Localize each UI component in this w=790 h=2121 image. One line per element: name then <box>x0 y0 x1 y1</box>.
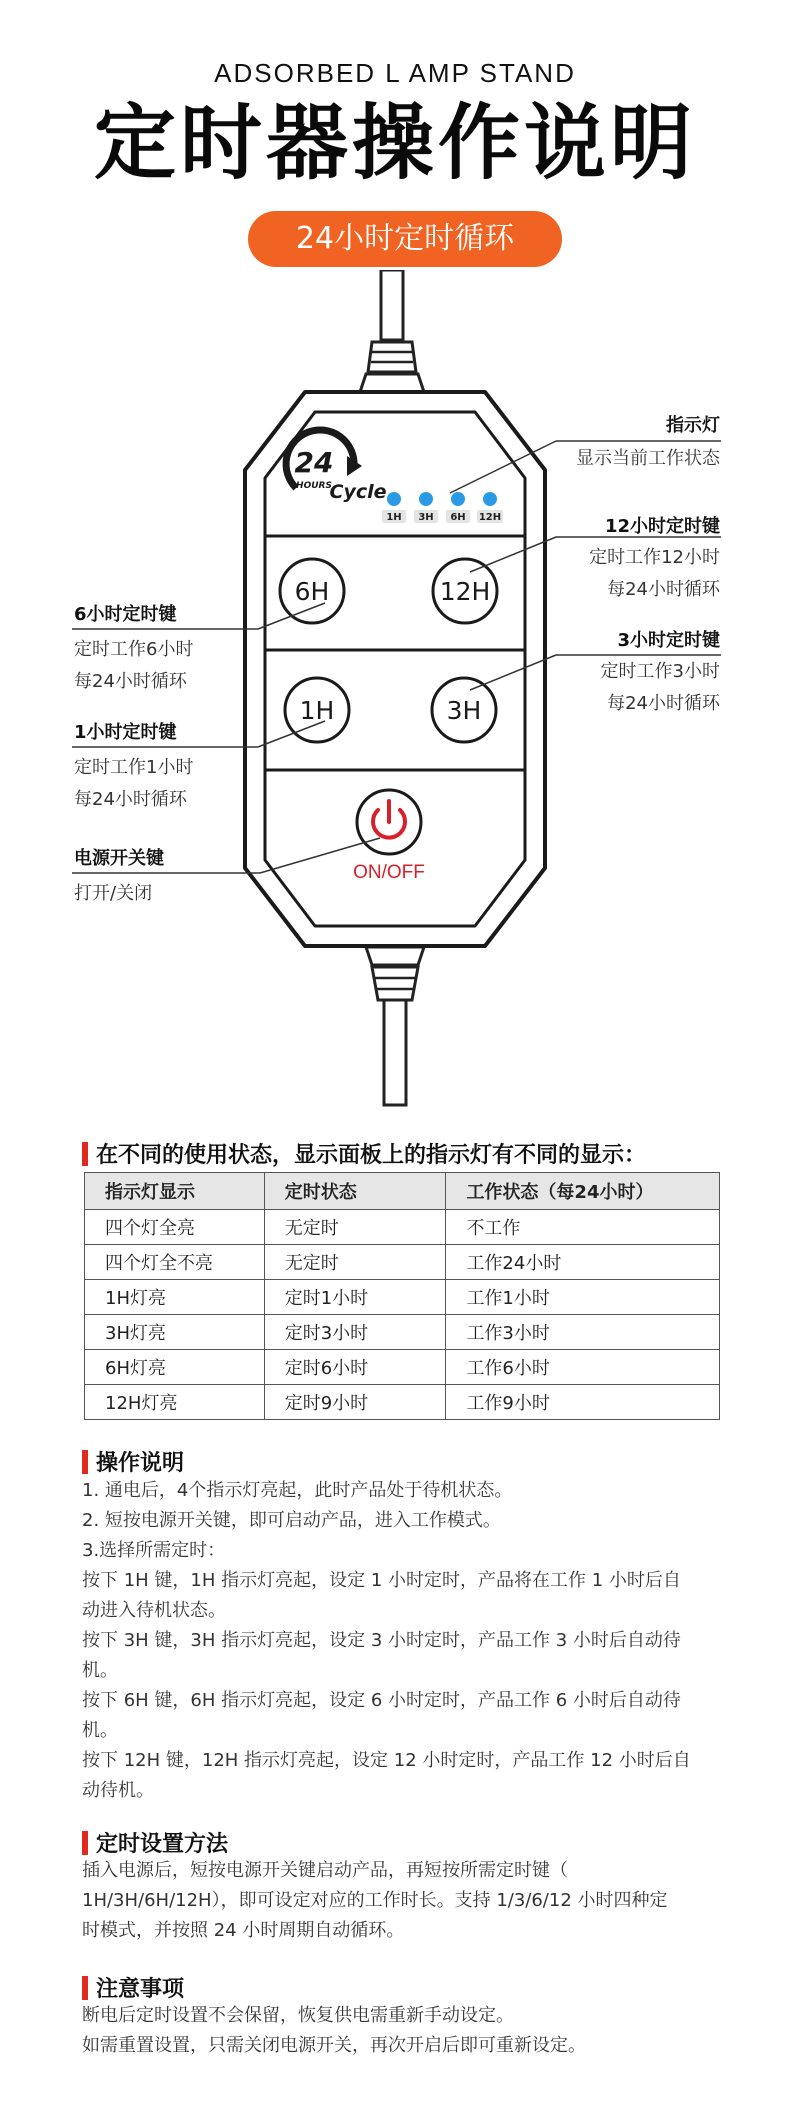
notes-line: 断电后定时设置不会保留，恢复供电需重新手动设定。 <box>82 2005 514 2026</box>
operation-line: 3.选择所需定时： <box>82 1540 226 1561</box>
svg-text:12H: 12H <box>439 577 491 606</box>
button-12h[interactable] <box>433 559 497 623</box>
indicator-status-table <box>84 1172 720 1420</box>
annotation-line: 每24小时循环 <box>74 789 187 810</box>
annotation-3h-key <box>601 626 720 720</box>
annotation-title: 12小时定时键 <box>604 516 720 537</box>
table-cell: 定时3小时 <box>264 1315 446 1350</box>
operation-line: 按下 1H 键，1H 指示灯亮起，设定 1 小时定时，产品将在工作 1 小时后自 <box>82 1570 681 1591</box>
annotation-line: 打开/关闭 <box>74 883 153 904</box>
operation-line: 机。 <box>82 1720 118 1741</box>
cycle-badge: 24小时定时循环 <box>248 211 562 267</box>
indicator-label-3h: 3H <box>418 512 434 523</box>
table-cell: 四个灯全亮 <box>85 1210 265 1245</box>
annotation-indicator <box>576 411 720 475</box>
power-button[interactable] <box>353 790 425 883</box>
table-cell: 四个灯全不亮 <box>85 1245 265 1280</box>
annotation-power-key <box>74 844 164 910</box>
table-cell: 3H灯亮 <box>85 1315 265 1350</box>
operation-line: 1. 通电后，4个指示灯亮起，此时产品处于待机状态。 <box>82 1480 513 1501</box>
page-title: 定时器操作说明 <box>93 96 696 191</box>
timer-setup-heading: 定时设置方法 <box>82 1827 228 1858</box>
annotation-title: 指示灯 <box>666 415 720 436</box>
operation-heading: 操作说明 <box>82 1446 184 1477</box>
operation-text <box>82 1476 732 1806</box>
annotation-line: 定时工作6小时 <box>74 639 194 660</box>
product-subtitle: ADSORBED L AMP STAND <box>214 58 576 88</box>
timer-setup-line: 1H/3H/6H/12H），即可设定对应的工作时长。支持 1/3/6/12 小时四种定 <box>82 1890 668 1911</box>
button-3h[interactable] <box>432 678 496 742</box>
table-cell: 无定时 <box>264 1245 446 1280</box>
annotation-line: 每24小时循环 <box>607 579 720 600</box>
operation-line: 动待机。 <box>82 1780 154 1801</box>
annotation-line: 显示当前工作状态 <box>576 448 720 469</box>
annotation-title: 3小时定时键 <box>617 630 720 651</box>
notes-heading: 注意事项 <box>82 1972 184 2003</box>
table-cell: 工作3小时 <box>446 1315 720 1350</box>
table-row <box>85 1315 720 1350</box>
bottom-cable <box>366 947 424 1105</box>
top-cable <box>360 270 424 392</box>
table-cell: 1H灯亮 <box>85 1280 265 1315</box>
button-6h[interactable] <box>280 559 344 623</box>
annotation-1h-key <box>74 718 193 816</box>
operation-line: 按下 3H 键，3H 指示灯亮起，设定 3 小时定时，产品工作 3 小时后自动待 <box>82 1630 681 1651</box>
table-cell: 无定时 <box>264 1210 446 1245</box>
svg-text:HOURS: HOURS <box>296 481 332 491</box>
operation-line: 动进入待机状态。 <box>82 1600 226 1621</box>
table-row <box>85 1280 720 1315</box>
operation-line: 机。 <box>82 1660 118 1681</box>
indicator-label-12h: 12H <box>478 512 502 523</box>
table-header-cell: 指示灯显示 <box>85 1173 265 1210</box>
table-cell: 工作24小时 <box>446 1245 720 1280</box>
table-cell: 工作1小时 <box>446 1280 720 1315</box>
status-table-heading: 在不同的使用状态，显示面板上的指示灯有不同的显示： <box>82 1138 646 1169</box>
svg-text:ON/OFF: ON/OFF <box>353 862 425 883</box>
notes-text <box>82 2001 732 2061</box>
annotation-line: 定时工作1小时 <box>74 757 194 778</box>
table-cell: 12H灯亮 <box>85 1385 265 1420</box>
annotation-title: 6小时定时键 <box>74 604 177 625</box>
annotation-6h-key <box>74 600 193 698</box>
table-cell: 6H灯亮 <box>85 1350 265 1385</box>
timer-setup-text <box>82 1856 732 1946</box>
table-row <box>85 1385 720 1420</box>
svg-text:3H: 3H <box>446 696 482 725</box>
notes-line: 如需重置设置，只需关闭电源开关，再次开启后即可重新设定。 <box>82 2035 586 2056</box>
table-row <box>85 1210 720 1245</box>
svg-text:1H: 1H <box>299 696 335 725</box>
indicator-label-6h: 6H <box>450 512 466 523</box>
annotation-line: 定时工作12小时 <box>589 547 720 568</box>
table-row <box>85 1245 720 1280</box>
svg-text:24: 24 <box>294 446 334 479</box>
table-row <box>85 1350 720 1385</box>
timer-setup-line: 插入电源后，短按电源开关键启动产品，再短按所需定时键（ <box>82 1860 568 1881</box>
indicator-label-1h: 1H <box>386 512 402 523</box>
table-cell: 不工作 <box>446 1210 720 1245</box>
table-cell: 定时9小时 <box>264 1385 446 1420</box>
annotation-line: 每24小时循环 <box>74 671 187 692</box>
svg-text:6H: 6H <box>294 577 330 606</box>
table-cell: 定时6小时 <box>264 1350 446 1385</box>
annotation-line: 每24小时循环 <box>607 693 720 714</box>
operation-line: 按下 12H 键，12H 指示灯亮起，设定 12 小时定时，产品工作 12 小时后自 <box>82 1750 691 1771</box>
annotation-line: 定时工作3小时 <box>600 661 720 682</box>
table-cell: 工作9小时 <box>446 1385 720 1420</box>
table-header-cell: 定时状态 <box>264 1173 446 1210</box>
timer-setup-line: 时模式，并按照 24 小时周期自动循环。 <box>82 1920 405 1941</box>
annotation-title: 电源开关键 <box>74 848 164 869</box>
operation-line: 按下 6H 键，6H 指示灯亮起，设定 6 小时定时，产品工作 6 小时后自动待 <box>82 1690 681 1711</box>
table-header-row <box>85 1173 720 1210</box>
annotation-title: 1小时定时键 <box>74 722 177 743</box>
table-header-cell: 工作状态（每24小时） <box>446 1173 720 1210</box>
table-cell: 工作6小时 <box>446 1350 720 1385</box>
operation-line: 2. 短按电源开关键，即可启动产品，进入工作模式。 <box>82 1510 501 1531</box>
table-cell: 定时1小时 <box>264 1280 446 1315</box>
annotation-12h-key <box>589 512 720 606</box>
svg-text:Cycle: Cycle <box>329 481 387 503</box>
